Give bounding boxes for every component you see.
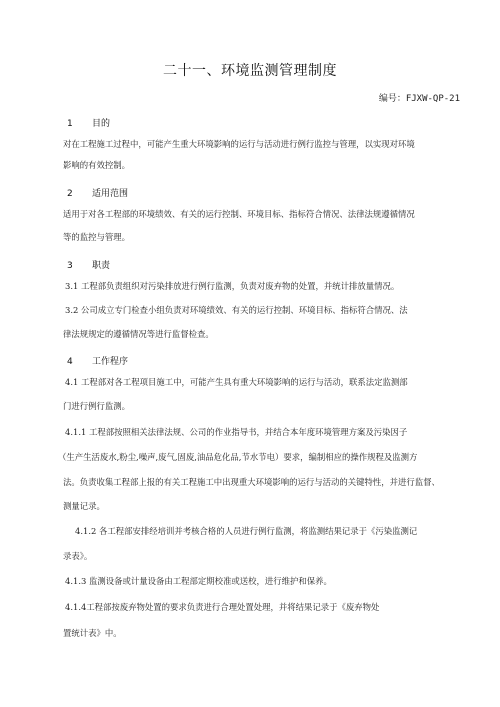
section-title: 工作程序 [92,357,129,367]
paragraph-line: 适用于对各工程部的环境绩效、有关的运行控制、环境目标、指标符合情况、法律法规遵循情况 [63,209,415,219]
section-heading-procedure [67,354,128,367]
paragraph-line: 影响的有效控制。 [63,160,130,170]
section-number: 4 [67,357,73,367]
paragraph-line: 对在工程施工过程中，可能产生重大环境影响的运行与活动进行例行监控与管理，以实现对环境 [63,139,415,149]
paragraph-line: （生产生活废水,粉尘,噪声,废气,固废,油品危化品,节水节电）要求，编制相应的操作规程及监测方 [58,452,418,462]
paragraph-line: 4.1.2 各工程部安排经培训并考核合格的人员进行例行监测，将监测结果记录于《污染监测记 [75,526,418,536]
paragraph-line: 置统计表》中。 [63,628,122,638]
section-heading-responsibilities [67,258,110,271]
paragraph-line: 等的监控与管理。 [63,232,130,242]
paragraph-line: 4.1.1 工程部按照相关法律法规、公司的作业指导书，并结合本年度环境管理方案及污染因子 [65,427,408,437]
document-number: 编号：FJXW-QP-21 [378,94,460,104]
section-heading-scope [67,186,128,199]
paragraph-line: 门进行例行监测。 [63,401,130,411]
paragraph-line: 律法规规定的遵循情况等进行监督检查。 [63,329,214,339]
section-number: 2 [67,189,73,199]
section-title: 适用范围 [92,189,129,199]
paragraph-line: 3.1 工程部负责组织对污染排放进行例行监测，负责对废弃物的处置，并统计排放量情况。 [65,281,400,291]
section-heading-purpose [67,116,110,129]
section-number: 3 [67,261,73,271]
paragraph-line: 法。负责收集工程部上报的有关工程施工中出现重大环境影响的运行与活动的关键特性，并进行监督、 [63,477,440,487]
paragraph-line: 4.1.4工程部按废弃物处置的要求负责进行合理处置处理，并将结果记录于《废弃物处 [65,602,380,612]
section-title: 职责 [92,261,111,271]
section-number: 1 [67,119,73,129]
paragraph-line: 4.1.3 监测设备或计量设备由工程部定期校准或送校，进行维护和保养。 [65,576,332,586]
paragraph-line: 录表》。 [63,551,93,561]
document-title: 二十一、环境监测管理制度 [163,63,337,79]
paragraph-line: 测量记录。 [63,501,105,511]
paragraph-line: 3.2 公司成立专门检查小组负责对环境绩效、有关的运行控制、环境目标、指标符合情况、法 [65,305,408,315]
paragraph-line: 4.1 工程部对各工程项目施工中，可能产生具有重大环境影响的运行与活动，联系法定监测部 [65,377,408,387]
section-title: 目的 [92,119,111,129]
